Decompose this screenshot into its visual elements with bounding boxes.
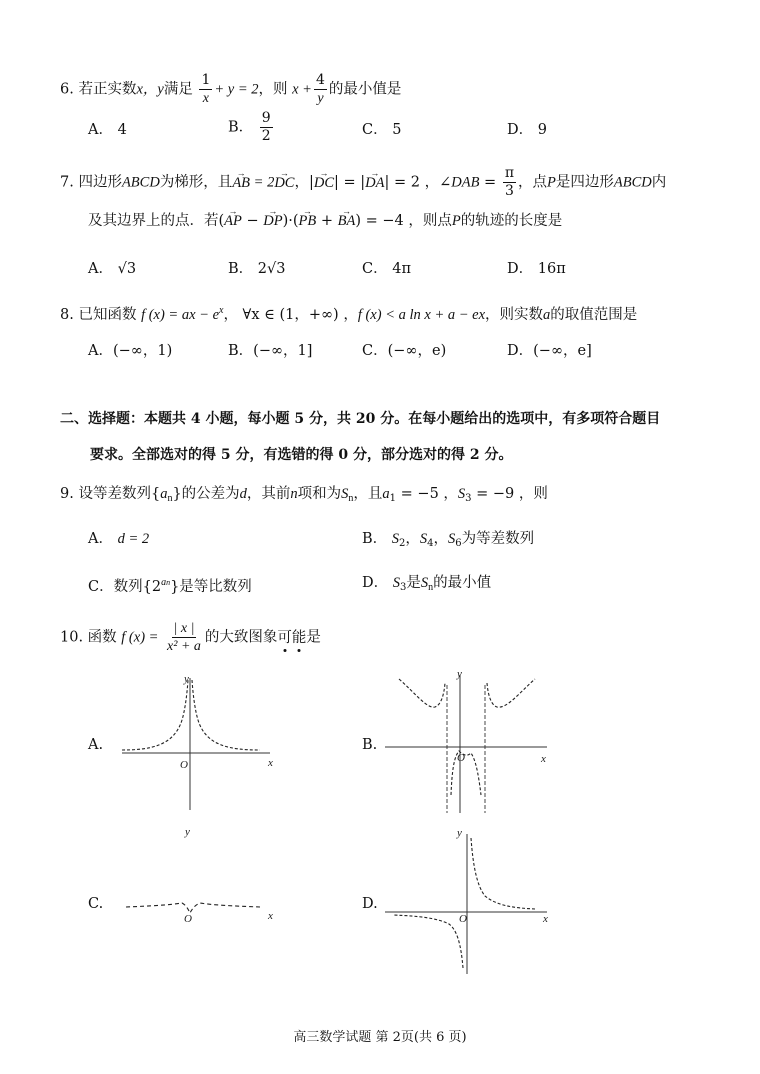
- q7-option-b: B． 2√3: [228, 261, 286, 277]
- graph-c-origin: O: [184, 913, 192, 925]
- q9-option-b: B． $S_2$，$S_4$，$S_6$为等差数列: [362, 531, 535, 549]
- graph-c-y-label: y: [185, 826, 190, 838]
- graph-c: [110, 825, 285, 930]
- q6-option-a: A． 4: [88, 122, 127, 138]
- graph-b-y-label: y: [457, 668, 462, 680]
- q8-option-a: A．(−∞，1): [88, 343, 173, 359]
- q9-option-a: A． d = 2: [88, 531, 150, 547]
- q7-option-d: D． 16π: [507, 261, 566, 277]
- graph-d-y-label: y: [457, 827, 462, 839]
- q8-option-b: B．(−∞，1]: [228, 343, 313, 359]
- graph-a-x-label: x: [268, 757, 273, 769]
- section2-heading-line2: 要求。全部选对的得 5 分，有选错的得 0 分，部分选对的得 2 分。: [90, 447, 513, 463]
- graph-b-left-branch: [399, 679, 445, 707]
- graph-d: [385, 826, 560, 976]
- graph-b-x-label: x: [541, 753, 546, 765]
- q8-stem: 8. 已知函数 f (x) = ax − $e^x$， ∀x ∈ (1，+∞) ，f (x) < a ln x + a − ex，则实数a的取值范围是: [60, 305, 638, 323]
- q9-option-d: D． $S_3$是$S_n$的最小值: [362, 575, 492, 593]
- section2-heading: 二、选择题：本题共 4 小题，每小题 5 分，共 20 分。在每小题给出的选项中，有多项符合题目: [60, 411, 661, 427]
- graph-a-right-branch: [192, 680, 260, 750]
- graph-a-left-branch: [122, 680, 188, 750]
- q8-option-c: C．(−∞，e): [362, 343, 447, 359]
- graph-a: [110, 670, 285, 815]
- graph-b-middle-branch: [451, 751, 481, 795]
- graph-c-curve: [126, 903, 260, 913]
- graph-c-x-label: x: [268, 910, 273, 922]
- page-footer: 高三数学试题 第 2页(共 6 页): [293, 1030, 467, 1045]
- graph-a-origin: O: [180, 759, 188, 771]
- q7-option-c: C． 4π: [362, 261, 411, 277]
- graph-b-origin: O: [457, 752, 465, 764]
- q6-option-b: B． $\frac{9}{2}$: [228, 110, 271, 144]
- graph-a-y-label: y: [184, 673, 189, 685]
- graph-b-right-branch: [487, 679, 535, 707]
- q10-option-a-label: A.: [88, 737, 104, 753]
- graph-d-x-label: x: [543, 913, 548, 925]
- q6-stem: 6. 若正实数x，y满足 $\frac{1}{x}$ + y = 2，则 x + $\frac{4}{y}$ 的最小值是: [60, 72, 402, 106]
- q6-option-c: C． 5: [362, 122, 402, 138]
- q10-stem: 10. 函数 f (x) = $\frac{| x |}{\text{x² + a}}$ 的大致图象可能是: [60, 621, 321, 654]
- graph-d-origin: O: [459, 913, 467, 925]
- q6-option-d: D． 9: [507, 122, 547, 138]
- q10-option-c-label: C.: [88, 896, 104, 912]
- graph-d-left-branch: [393, 915, 463, 968]
- q7-stem-line2: 及其边界上的点．若(→ AP − → DP)·(→ PB + → BA) = −4 ，则点P的轨迹的长度是: [88, 211, 562, 231]
- q9-option-c: C．数列$\{2^{an}\}$是等比数列: [88, 577, 252, 595]
- q7-stem-line1: 7. 四边形ABCD为梯形，且→ AB = 2→ DC，|→ DC| = |→ DA| = 2 ，∠DAB = $\frac{\pi}{3}$ ，点P是四边形ABCD内: [60, 165, 666, 200]
- q8-option-d: D．(−∞，e]: [507, 343, 592, 359]
- q10-option-b-label: B.: [362, 737, 378, 753]
- graph-b: [385, 665, 555, 815]
- graph-d-right-branch: [471, 838, 535, 909]
- q7-option-a: A． √3: [88, 261, 137, 277]
- q10-option-d-label: D.: [362, 896, 378, 912]
- q9-stem: 9. 设等差数列$\{a_n\}$的公差为d，其前n项和为$S_n$，且$a_1 = -5$ ，$S_3 = -9$ ，则: [60, 486, 548, 504]
